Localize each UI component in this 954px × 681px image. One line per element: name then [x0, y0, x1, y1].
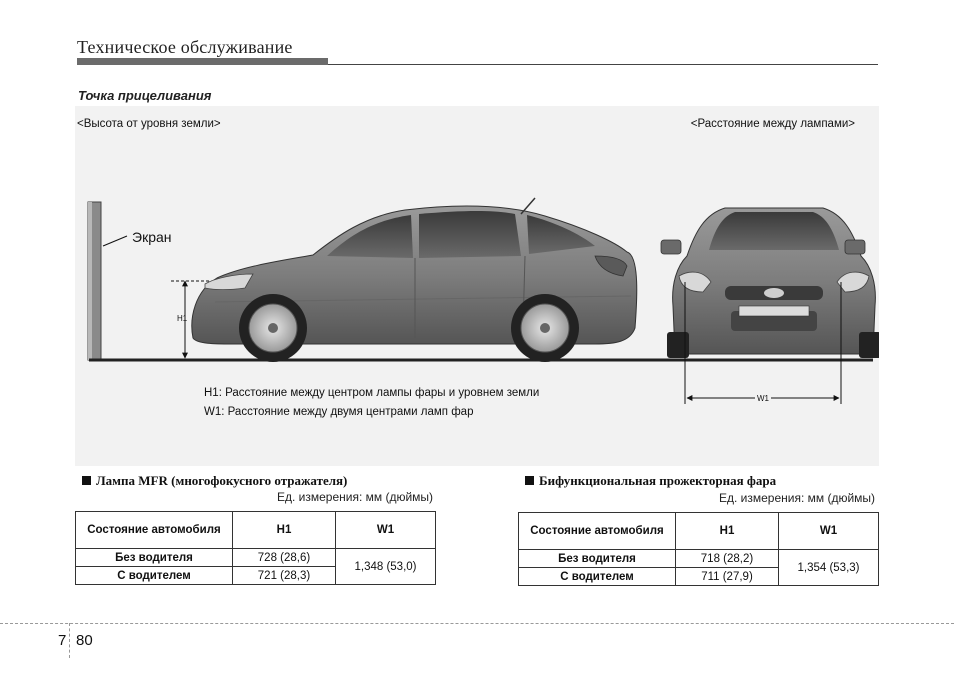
- legend-w1: W1: Расстояние между двумя центрами ламп фар: [204, 406, 474, 418]
- mfr-spec-table: [75, 511, 436, 585]
- footer-rule: [0, 623, 954, 624]
- mfr-lamp-title: [82, 473, 347, 489]
- table-row: [76, 549, 436, 567]
- bifunctional-spec-table: [518, 512, 879, 586]
- screen-label: Экран: [132, 229, 172, 245]
- section-title: Точка прицеливания: [78, 88, 212, 103]
- row-state: Без водителя: [76, 549, 233, 567]
- car-diagram: [75, 106, 879, 466]
- header-state: Состояние автомобиля: [519, 513, 676, 550]
- row-h1: 721 (28,3): [233, 567, 336, 585]
- units-right: Ед. измерения: мм (дюймы): [719, 491, 876, 505]
- page-header-title: Техническое обслуживание: [77, 37, 293, 57]
- w1-mark: W1: [757, 394, 769, 403]
- row-h1: 728 (28,6): [233, 549, 336, 567]
- square-bullet-icon: [82, 476, 91, 485]
- row-w1: 1,354 (53,3): [779, 550, 879, 586]
- units-left: Ед. измерения: мм (дюймы): [277, 490, 434, 504]
- lamp-distance-caption: <Расстояние между лампами>: [690, 118, 855, 130]
- screen-pointer-line: [103, 236, 127, 246]
- row-state: Без водителя: [519, 550, 676, 568]
- legend-h1: H1: Расстояние между центром лампы фары и уровнем земли: [204, 387, 540, 399]
- header-h1: H1: [233, 512, 336, 549]
- header-accent-bar: [77, 58, 328, 65]
- header-h1: H1: [676, 513, 779, 550]
- car-front-view: [661, 208, 879, 358]
- row-w1: 1,348 (53,0): [336, 549, 436, 585]
- car-side-view: [192, 198, 637, 362]
- mfr-lamp-title-text: Лампа MFR (многофокусного отражателя): [96, 473, 348, 488]
- header-w1: W1: [336, 512, 436, 549]
- bifunctional-lamp-title: [525, 473, 776, 489]
- header-state: Состояние автомобиля: [76, 512, 233, 549]
- square-bullet-icon: [525, 476, 534, 485]
- screen-post: [88, 202, 101, 360]
- row-state: С водителем: [519, 568, 676, 586]
- chapter-number: 7: [58, 632, 67, 649]
- row-h1: 718 (28,2): [676, 550, 779, 568]
- bifunctional-lamp-title-text: Бифункциональная прожекторная фара: [539, 473, 777, 488]
- header-w1: W1: [779, 513, 879, 550]
- table-row: [519, 550, 879, 568]
- row-state: С водителем: [76, 567, 233, 585]
- h1-mark: H1: [177, 314, 188, 323]
- row-h1: 711 (27,9): [676, 568, 779, 586]
- page-number: 80: [76, 632, 93, 649]
- aiming-point-figure: [75, 106, 879, 466]
- height-caption: <Высота от уровня земли>: [77, 118, 221, 130]
- header-rule: [328, 64, 878, 65]
- footer-divider: [69, 623, 70, 658]
